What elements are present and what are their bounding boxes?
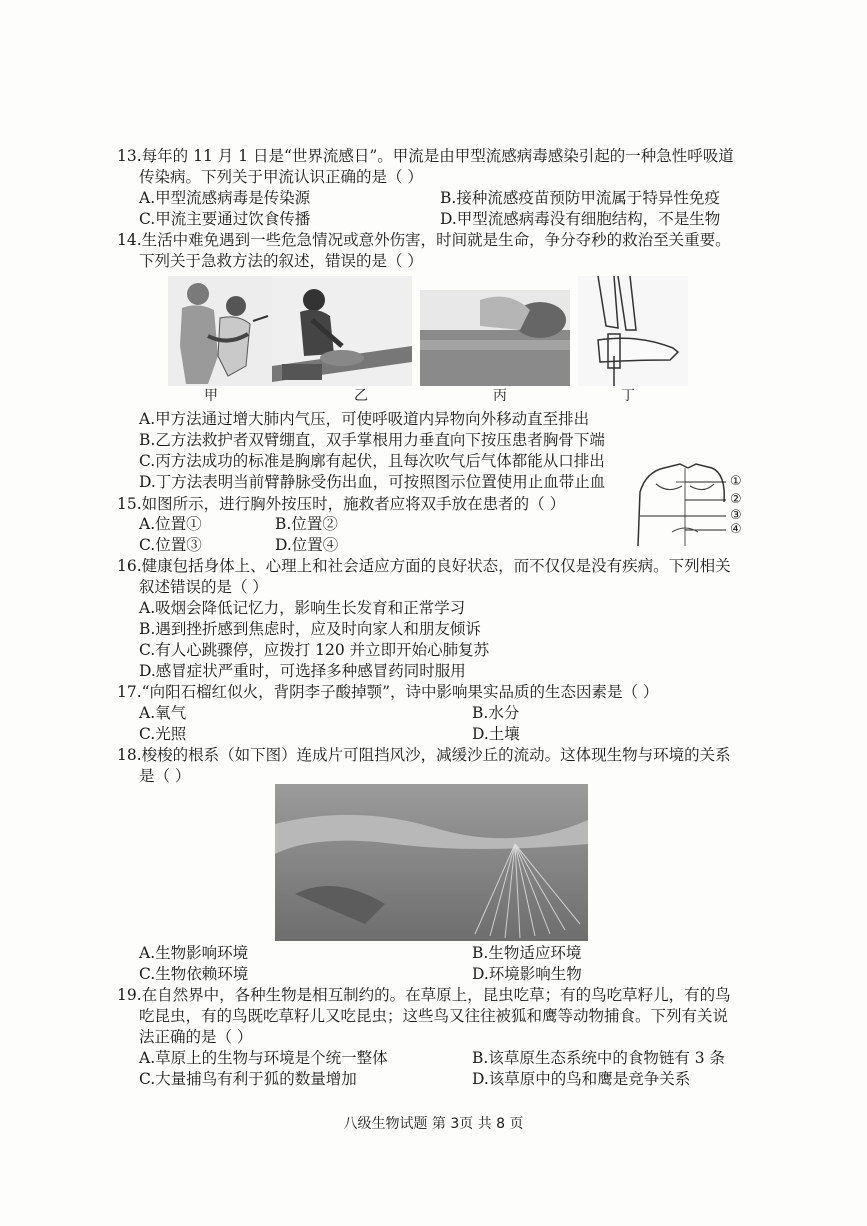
position-marker-3: ③ [730,508,742,523]
q17-stem: 17.“向阳石榴红似火，背阴李子酸掉颚”，诗中影响果实品质的生态因素是（ ） [117,683,659,701]
q14-option-a: A.甲方法通过增大肺内气压，可使呼吸道内异物向外移动直至排出 [139,410,590,428]
q19-stem-line3: 法正确的是（ ） [139,1028,253,1046]
q14-option-c: C.丙方法成功的标准是胸廓有起伏，且每次吹气后气体都能从口排出 [139,452,605,470]
mouth-to-mouth-figure [420,290,570,386]
q13-option-c: C.甲流主要通过饮食传播 [139,210,311,228]
q15-option-a: A.位置① [139,515,202,533]
q18-option-a: A.生物影响环境 [139,944,249,962]
q14-option-b: B.乙方法救护者双臂绷直，双手掌根用力垂直向下按压患者胸骨下端 [139,431,605,449]
q19-stem-line1: 19.在自然界中，各种生物是相互制约的。在草原上，昆虫吃草；有的鸟吃草籽儿，有的鸟 [117,986,731,1004]
figure-label-jia: 甲 [204,388,218,404]
q19-stem-line2: 吃昆虫，有的鸟既吃草籽儿又吃昆虫；这些鸟又往往被狐和鹰等动物捕食。下列有关说 [139,1007,729,1025]
q17-option-b: B.水分 [472,704,520,722]
q17-option-a: A.氧气 [139,704,187,722]
q17-option-d: D.土壤 [472,725,520,743]
position-marker-4: ④ [730,522,742,537]
q15-stem: 15.如图所示，进行胸外按压时，施救者应将双手放在患者的（ ） [117,495,566,513]
figure-label-yi: 乙 [354,388,368,404]
q14-stem-line2: 下列关于急救方法的叙述，错误的是（ ） [139,252,423,270]
q15-option-c: C.位置③ [139,536,202,554]
chest-position-diagram [628,462,738,546]
q19-option-a: A.草原上的生物与环境是个统一整体 [139,1049,388,1067]
page-footer: 八级生物试题 第 3页 共 8 页 [343,1116,524,1132]
q15-option-d: D.位置④ [275,536,339,554]
q13-stem-line1: 13.每年的 11 月 1 日是“世界流感日”。甲流是由甲型流感病毒感染引起的一种急性呼吸道 [117,147,734,165]
q14-option-d: D.丁方法表明当前臂静脉受伤出血，可按照图示位置使用止血带止血 [139,473,606,491]
position-marker-2: ② [730,492,742,507]
q16-option-d: D.感冒症状严重时，可选择多种感冒药同时服用 [139,662,466,680]
q19-option-d: D.该草原中的鸟和鹰是竞争关系 [472,1070,691,1088]
q13-option-d: D.甲型流感病毒没有细胞结构，不是生物 [440,210,721,228]
q17-option-c: C.光照 [139,725,187,743]
q16-option-c: C.有人心跳骤停，应拨打 120 并立即开始心肺复苏 [139,641,490,659]
position-marker-1: ① [730,474,742,489]
q18-option-d: D.环境影响生物 [472,965,582,983]
q18-option-c: C.生物依赖环境 [139,965,249,983]
q18-stem-line1: 18.梭梭的根系（如下图）连成片可阻挡风沙，减缓沙丘的流动。这体现生物与环境的关系 [117,746,731,764]
q14-stem-line1: 14.生活中难免遇到一些危急情况或意外伤害，时间就是生命，争分夺秒的救治至关重要。 [117,231,731,249]
q16-stem-line1: 16.健康包括身体上、心理上和社会适应方面的良好状态，而不仅仅是没有疾病。下列相关 [117,557,731,575]
q18-option-b: B.生物适应环境 [472,944,582,962]
figure-label-bing: 丙 [493,388,507,404]
q13-option-a: A.甲型流感病毒是传染源 [139,189,311,207]
figure-label-ding: 丁 [621,388,635,404]
q13-option-b: B.接种流感疫苗预防甲流属于特异性免疫 [440,189,720,207]
saxaul-roots-photo [275,784,588,941]
q16-option-a: A.吸烟会降低记忆力，影响生长发育和正常学习 [139,599,466,617]
q15-option-b: B.位置② [275,515,338,533]
q16-stem-line2: 叙述错误的是（ ） [139,578,268,596]
heimlich-maneuver-figure [168,276,278,386]
q13-stem-line2: 传染病。下列关于甲流认识正确的是（ ） [139,168,423,186]
q18-stem-line2: 是（ ） [139,767,191,785]
q16-option-b: B.遇到挫折感到焦虑时，应及时向家人和朋友倾诉 [139,620,481,638]
tourniquet-figure [578,276,688,386]
cpr-compression-figure [272,276,412,386]
q19-option-b: B.该草原生态系统中的食物链有 3 条 [472,1049,726,1067]
q19-option-c: C.大量捕鸟有利于狐的数量增加 [139,1070,357,1088]
